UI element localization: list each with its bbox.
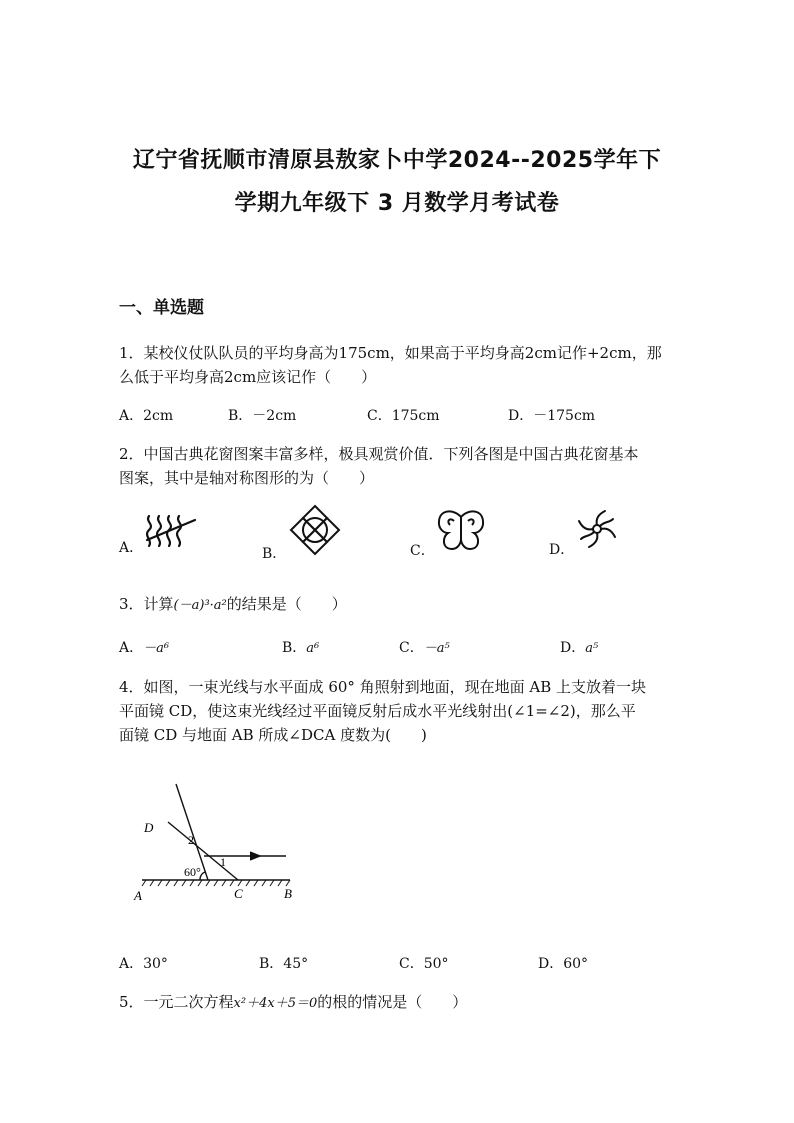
q3-suffix: 的结果是（ ） [226,595,347,613]
lattice-pattern-c-icon [434,507,488,555]
q4-option-c: C．50° [399,956,449,972]
q3-option-d-label: D． [560,640,586,656]
q1-option-c: C．175cm [367,408,440,424]
q5-prefix: 5．一元二次方程 [119,993,234,1011]
lattice-pattern-a-icon [143,510,199,552]
q2-option-a: A． [119,540,144,556]
q2-line1: 2．中国古典花窗图案丰富多样，极具观赏价值．下列各图是中国古典花窗基本 [119,445,639,463]
q4-option-b: B．45° [259,956,309,972]
q4-option-a: A．30° [119,956,168,972]
q4-line2: 平面镜 CD，使这束光线经过平面镜反射后成水平光线射出(∠1=∠2)，那么平 [119,702,636,720]
mirror-cd [168,822,238,880]
q4-line1: 4．如图，一束光线与水平面成 60° 角照射到地面，现在地面 AB 上支放着一块 [119,678,647,696]
q5-line [119,991,467,1012]
label-b: B [284,886,292,901]
label-a: A [134,888,142,903]
label-2: 2 [188,833,194,847]
q1-option-b: B．－2cm [228,408,297,424]
label-1: 1 [220,855,226,869]
q3-expression: (－a)³·a² [173,598,227,613]
q3-option-b-math: a⁶ [306,641,320,656]
q1-line1: 1．某校仪仗队队员的平均身高为175cm，如果高于平均身高2cm记作+2cm，那 [119,344,662,362]
q1-line2: 么低于平均身高2cm应该记作（ ） [119,368,377,386]
q4-figure [130,780,300,905]
lattice-pattern-d-icon [575,507,619,551]
q3-option-c [399,637,450,657]
label-c: C [234,886,243,901]
q3-option-a-math: －a⁶ [143,641,170,656]
q1-option-a: A．2cm [119,408,174,424]
q4-option-d: D．60° [538,956,589,972]
q4-line3: 面镜 CD 与地面 AB 所成∠DCA 度数为( ) [119,726,427,744]
q1-option-d: D．－175cm [508,408,596,424]
q3-prefix: 3．计算 [119,595,174,613]
q2-option-c: C． [410,543,435,559]
q3-option-a-label: A． [119,640,144,656]
q3-option-c-math: －a⁵ [423,641,450,656]
label-60: 60° [184,865,201,879]
q5-suffix: 的根的情况是（ ） [317,993,468,1011]
label-d: D [144,820,154,835]
q2-line2: 图案，其中是轴对称图形的为（ ） [119,469,375,487]
ray-arrow [250,852,260,860]
q2-option-d: D． [549,542,575,558]
q3-option-b-label: B． [282,640,307,656]
q3-option-b [282,637,319,657]
q3-line [119,593,347,614]
q3-option-a [119,637,169,657]
doc-title-line1: 辽宁省抚顺市清原县敖家卜中学2024--2025学年下 [132,148,662,173]
q5-expression: x²＋4x＋5＝0 [233,996,318,1011]
lattice-pattern-b-icon [288,503,342,557]
ground-hatching [142,880,290,886]
q2-option-b: B． [262,546,287,562]
q3-option-c-label: C． [399,640,424,656]
q3-option-d [560,637,598,657]
doc-title-line2: 学期九年级下 3 月数学月考试卷 [234,191,560,216]
section-heading: 一、单选题 [119,298,204,318]
q3-option-d-math: a⁵ [585,641,599,656]
